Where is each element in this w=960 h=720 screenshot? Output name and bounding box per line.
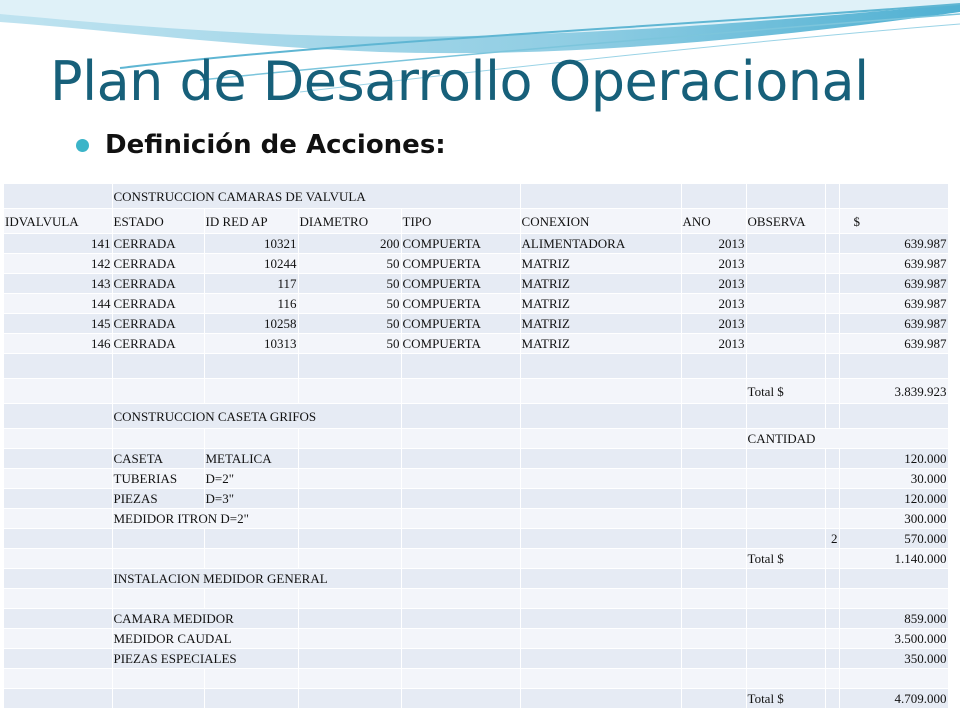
column-header: DIAMETRO [298,209,401,234]
cell-estado: CERRADA [112,294,204,314]
cell-conexion: MATRIZ [520,274,681,294]
item-label: PIEZAS [112,489,204,509]
cell-red: 10244 [204,254,298,274]
table-row [4,234,948,254]
cell-diametro: 50 [298,334,401,354]
cell-tipo: COMPUERTA [401,294,520,314]
cell-id: 145 [4,314,112,334]
column-header: OBSERVA [746,209,825,234]
cell-red: 10321 [204,234,298,254]
section-title-row [4,404,948,429]
empty-row [4,354,948,379]
cell-conexion: ALIMENTADORA [520,234,681,254]
table-row [4,334,948,354]
item-value: 120.000 [839,489,948,509]
cell-ano: 2013 [681,254,746,274]
cell-id: 143 [4,274,112,294]
column-header: TIPO [401,209,520,234]
bullet-text: Definición de Acciones: [105,130,446,160]
subtotal-value: 570.000 [839,529,948,549]
cell-diametro: 50 [298,254,401,274]
item-value: 300.000 [839,509,948,529]
cell-diametro: 50 [298,294,401,314]
item-detail: D=2" [204,469,298,489]
column-header: ANO [681,209,746,234]
item-label: CASETA [112,449,204,469]
cell-estado: CERRADA [112,314,204,334]
total-label: Total $ [746,549,825,569]
section-title-row [4,569,948,589]
table-row [4,274,948,294]
table-row [4,429,948,449]
item-value: 120.000 [839,449,948,469]
cell-conexion: MATRIZ [520,314,681,334]
cell-ano: 2013 [681,234,746,254]
header-row [4,209,948,234]
cell-estado: CERRADA [112,334,204,354]
cell-valor: 639.987 [839,334,948,354]
section-title: INSTALACION MEDIDOR GENERAL [112,569,401,589]
cell-id: 141 [4,234,112,254]
item-label: CAMARA MEDIDOR [112,609,298,629]
total-value: 1.140.000 [839,549,948,569]
total-label: Total $ [746,689,825,709]
cell-id: 142 [4,254,112,274]
cell-id: 144 [4,294,112,314]
cell-ano: 2013 [681,274,746,294]
subtotal-qty: 2 [825,529,839,549]
section-title-row [4,184,948,209]
column-header: ID RED AP [204,209,298,234]
table-row [4,294,948,314]
section-title: CONSTRUCCION CAMARAS DE VALVULA [112,184,520,209]
cell-tipo: COMPUERTA [401,254,520,274]
total-label: Total $ [746,379,825,404]
cell-ano: 2013 [681,314,746,334]
item-label: PIEZAS ESPECIALES [112,649,298,669]
cell-estado: CERRADA [112,254,204,274]
cell-estado: CERRADA [112,274,204,294]
item-value: 350.000 [839,649,948,669]
cell-red: 116 [204,294,298,314]
total-value: 3.839.923 [839,379,948,404]
bullet-dot-icon [76,139,89,152]
cell-diametro: 50 [298,274,401,294]
cell-id: 146 [4,334,112,354]
item-label: MEDIDOR ITRON D=2" [112,509,298,529]
cell-tipo: COMPUERTA [401,274,520,294]
table-row [4,609,948,629]
table-row [4,254,948,274]
cell-conexion: MATRIZ [520,334,681,354]
cell-red: 10313 [204,334,298,354]
cell-red: 117 [204,274,298,294]
table-row [4,649,948,669]
cell-valor: 639.987 [839,314,948,334]
table-row [4,449,948,469]
total-row [4,689,948,709]
cell-valor: 639.987 [839,254,948,274]
item-detail: D=3" [204,489,298,509]
cell-tipo: COMPUERTA [401,314,520,334]
subtotal-row [4,529,948,549]
cell-ano: 2013 [681,294,746,314]
cell-conexion: MATRIZ [520,294,681,314]
bullet-item [76,130,446,160]
item-value: 30.000 [839,469,948,489]
cantidad-header: CANTIDAD [746,429,948,449]
page-title: Plan de Desarrollo Operacional [50,50,869,113]
total-value: 4.709.000 [839,689,948,709]
cell-estado: CERRADA [112,234,204,254]
cell-diametro: 50 [298,314,401,334]
cell-tipo: COMPUERTA [401,234,520,254]
cell-diametro: 200 [298,234,401,254]
table-row [4,509,948,529]
table-row [4,314,948,334]
item-label: MEDIDOR CAUDAL [112,629,298,649]
empty-row [4,589,948,609]
section-title: CONSTRUCCION CASETA GRIFOS [112,404,401,429]
column-header: $ [839,209,948,234]
cell-tipo: COMPUERTA [401,334,520,354]
item-detail: METALICA [204,449,298,469]
cell-conexion: MATRIZ [520,254,681,274]
cell-valor: 639.987 [839,234,948,254]
actions-table [4,184,949,709]
table-row [4,629,948,649]
cell-red: 10258 [204,314,298,334]
total-row [4,379,948,404]
total-row [4,549,948,569]
cell-ano: 2013 [681,334,746,354]
cell-valor: 639.987 [839,294,948,314]
empty-row [4,669,948,689]
table-row [4,469,948,489]
item-label: TUBERIAS [112,469,204,489]
table-row [4,489,948,509]
cell-valor: 639.987 [839,274,948,294]
column-header: ESTADO [112,209,204,234]
column-header: IDVALVULA [4,209,112,234]
item-value: 859.000 [839,609,948,629]
item-value: 3.500.000 [839,629,948,649]
column-header: CONEXION [520,209,681,234]
